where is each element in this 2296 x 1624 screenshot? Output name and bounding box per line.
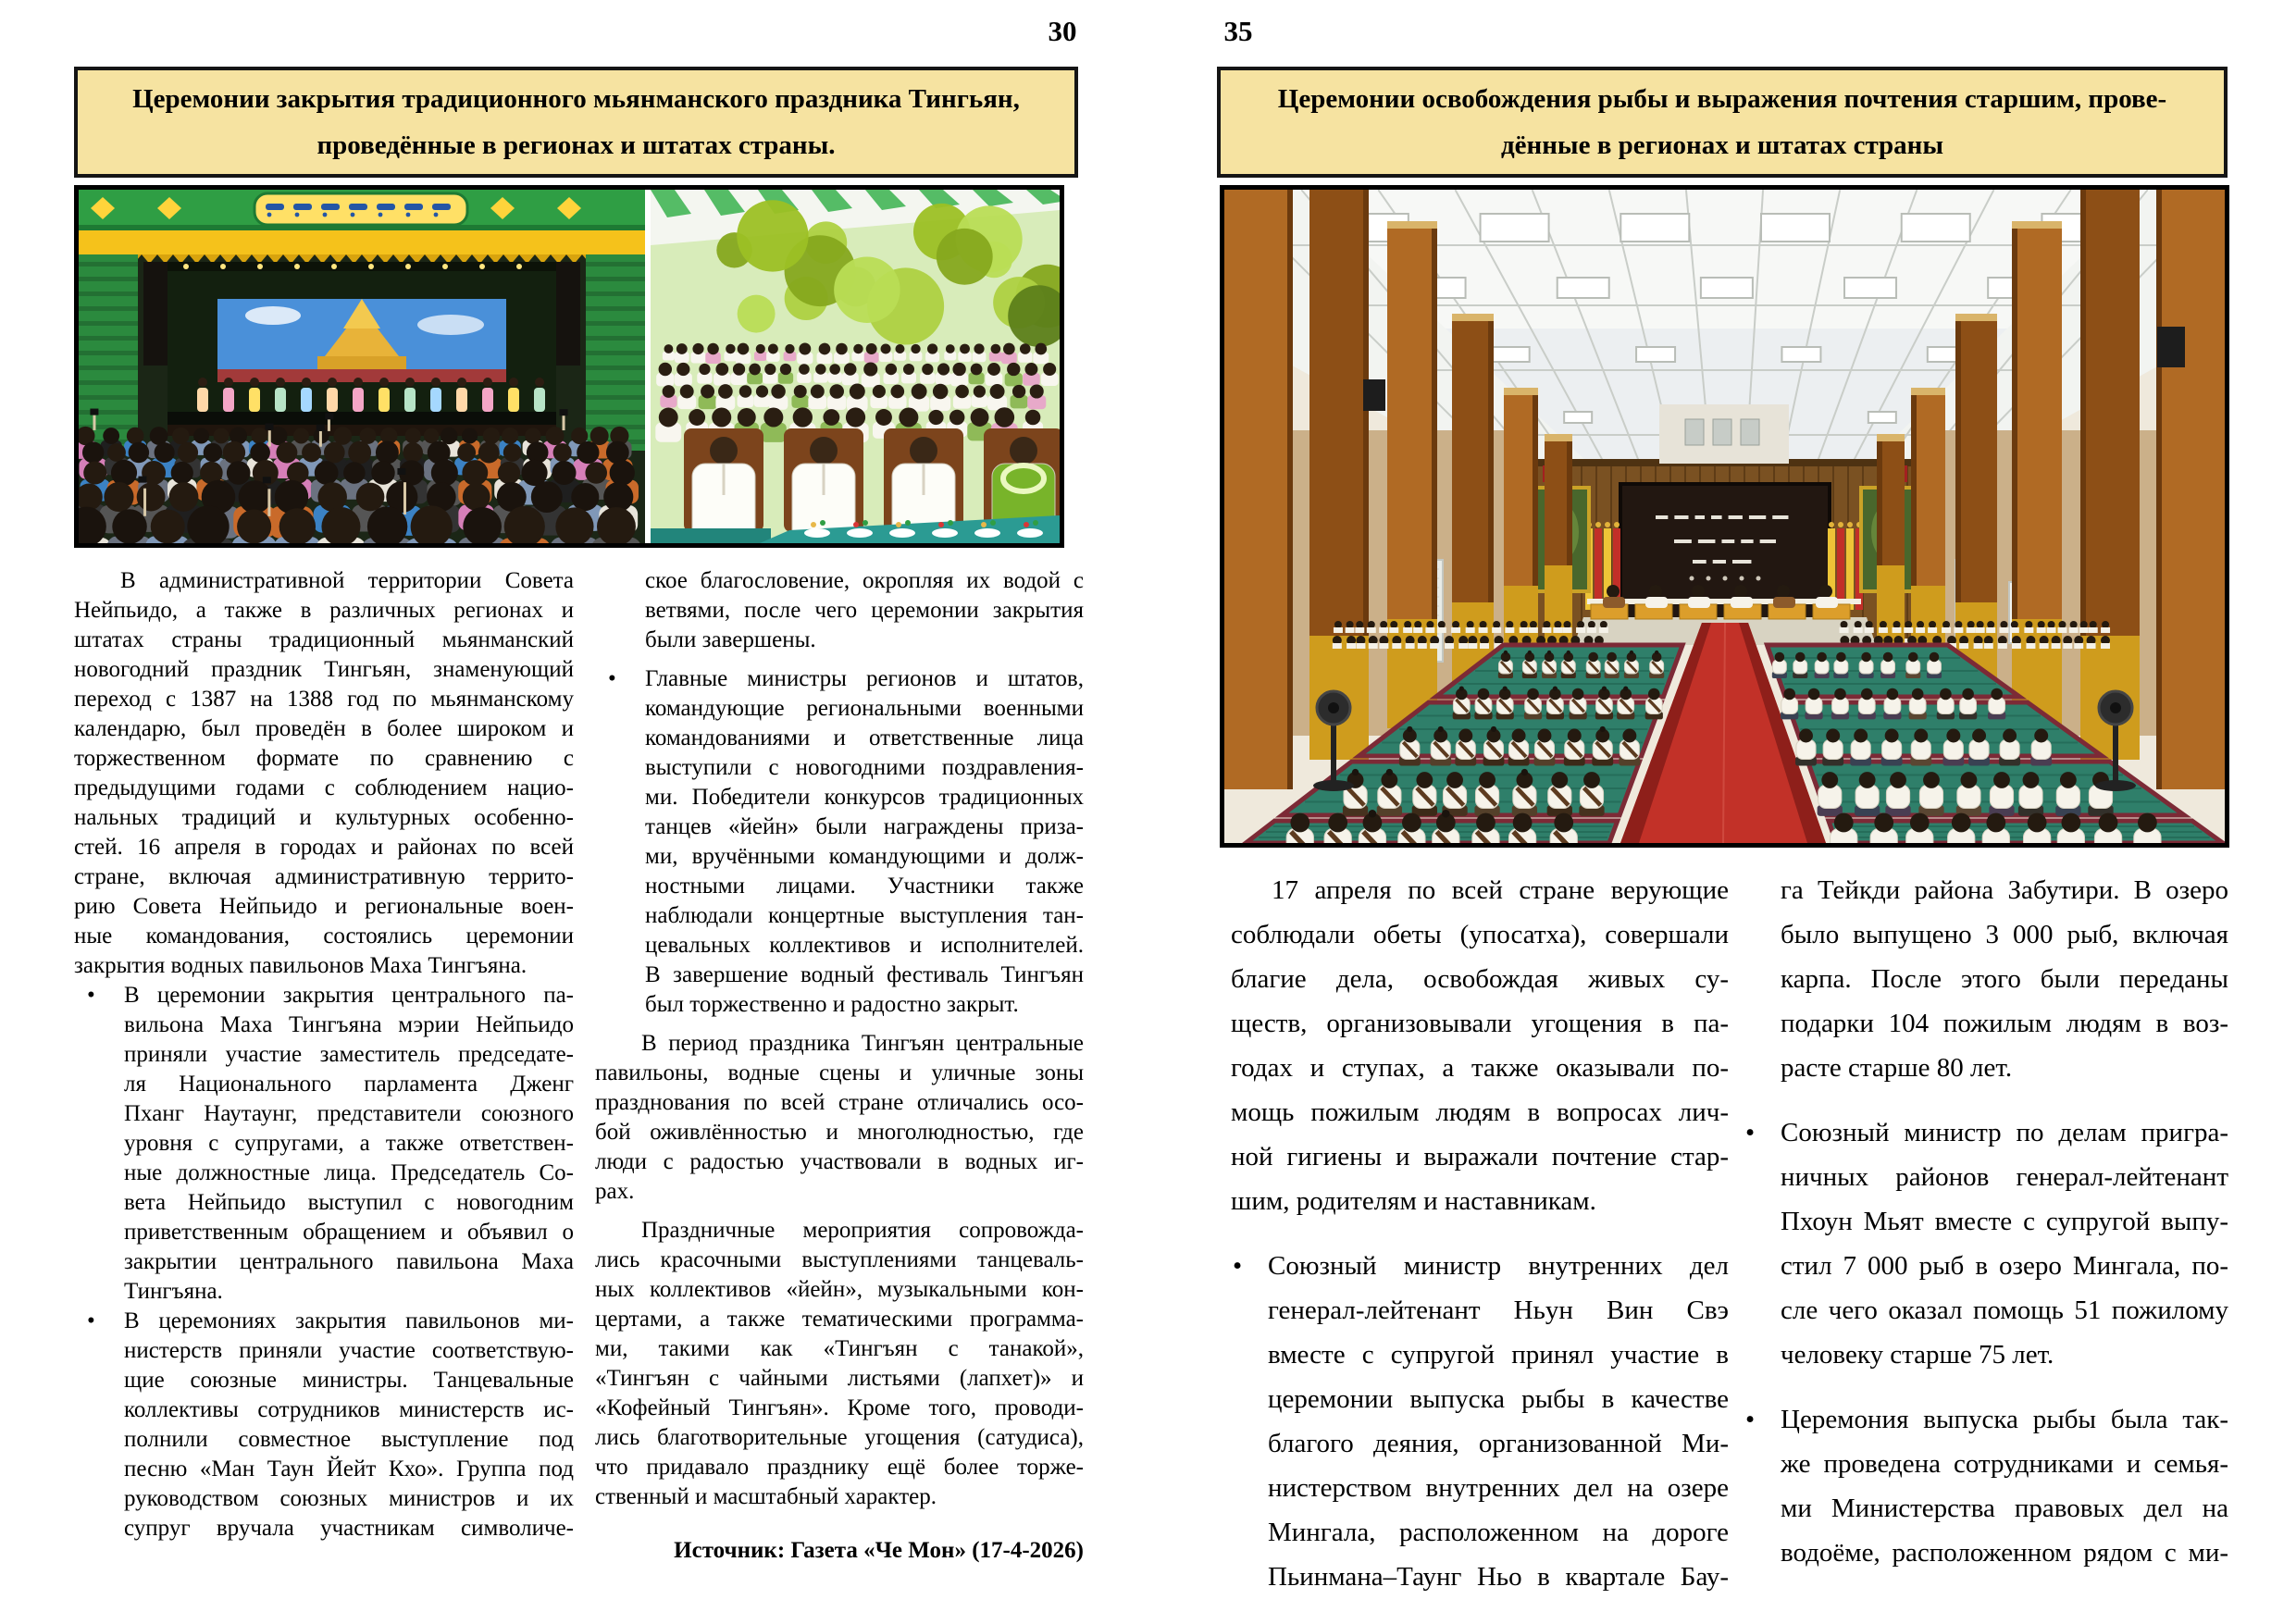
text-line: уровня с супругами, а также ответствен- — [124, 1131, 574, 1156]
title-line: Церемонии освобождения рыбы и выражения почтения старшим, прове- — [1277, 84, 2167, 114]
text-line: танцев «йейн» были награждены приза- — [645, 814, 1084, 839]
text-column — [1744, 868, 2228, 1575]
text-line: Пьинмана–Таунг Ньо в квартале Бау- — [1268, 1562, 1729, 1592]
page-number-left: 30 — [1048, 15, 1077, 47]
text-line: коллективы сотрудников министерств ис- — [124, 1397, 574, 1422]
text-line: • В церемониях закрытия павильонов ми- — [74, 1307, 574, 1336]
text-line: песню «Ман Таун Йейт Кхо». Группа под — [124, 1457, 574, 1481]
text-line: Тингъяна. — [124, 1279, 223, 1304]
text-line: • Союзный министр внутренних дел — [1231, 1244, 1729, 1288]
title-line: дённые в регионах и штатах страны — [1500, 130, 1944, 160]
text-line: генерал-лейтенант Ньун Вин Свэ — [1268, 1295, 1729, 1325]
text-line: шим, родителям и наставникам. — [1231, 1186, 1596, 1216]
title-line: проведённые в регионах и штатах страны. — [316, 130, 836, 160]
text-line: ничных районов генерал-лейтенант — [1781, 1162, 2228, 1192]
text-line: сле чего оказал помощь 51 пожилому — [1781, 1295, 2228, 1325]
text-line: руководством союзных министров и их — [124, 1486, 574, 1511]
text-line: наблюдали концертные выступления тан- — [645, 903, 1084, 928]
hall-photo-illustration — [1224, 190, 2225, 843]
text-line: Нейпьидо, а также в различных регионах и — [74, 598, 574, 623]
text-line: ское благословение, окропляя их водой с — [645, 568, 1084, 593]
text-line: В завершение водный фестиваль Тингъян — [645, 962, 1084, 987]
text-line: был торжественно и радостно закрыт. — [645, 992, 1019, 1017]
text-line: стране, включая административную террито- — [74, 864, 574, 889]
text-line: 17 апреля по всей стране верующие — [1272, 875, 1729, 905]
text-line: стил 7 000 рыб в озеро Мингала, по- — [1781, 1251, 2228, 1281]
text-line: карпа. После этого были переданы — [1781, 964, 2228, 994]
text-line: празднования по всей стране отличались осо- — [595, 1090, 1084, 1115]
text-line: люди с радостью участвовали в водных иг- — [595, 1149, 1084, 1174]
text-line: церемонии выпуска рыбы в качестве — [1268, 1384, 1729, 1414]
text-line: выступили с новогодними поздравления- — [645, 755, 1084, 780]
text-line: вместе с супругой принял участие в — [1268, 1340, 1729, 1370]
text-line: ми. Победители конкурсов традиционных — [645, 785, 1084, 810]
title-line: Церемонии закрытия традиционного мьянманского праздника Тингьян, — [132, 84, 1020, 114]
text-line: что придавало празднику ещё более торже- — [595, 1455, 1084, 1480]
article-title-left — [74, 67, 1078, 178]
text-line: • Союзный министр по делам пригра- — [1744, 1110, 2228, 1155]
text-line: ные должностные лица. Председатель Со- — [124, 1160, 574, 1185]
text-line: ственный и масштабный характер. — [595, 1484, 937, 1509]
text-line: рию Совета Нейпьидо и региональные воен- — [74, 894, 574, 919]
text-line: человеку старше 75 лет. — [1781, 1340, 2054, 1370]
text-line: нальных традиций и культурных особенно- — [74, 805, 574, 830]
text-line: ной гигиены и выражали почтение стар- — [1231, 1142, 1729, 1172]
text-line: лись красочными выступлениями танцеваль- — [595, 1247, 1084, 1272]
text-line: предыдущими годами с соблюдением нацио- — [74, 775, 574, 800]
text-line: ветвями, после чего церемонии закрытия — [645, 598, 1084, 623]
text-line: га Тейкди района Забутири. В озеро — [1781, 875, 2228, 905]
text-line: нистерств приняли участие соответствую- — [124, 1338, 574, 1363]
text-line: приняли участие заместитель председате- — [124, 1042, 574, 1067]
text-line: соблюдали обеты (упосатха), совершали — [1231, 920, 1729, 949]
text-line: В период праздника Тингъян центральные — [641, 1031, 1084, 1056]
text-line: ми, вручёнными командующими и долж- — [645, 844, 1084, 869]
text-column — [595, 566, 1084, 1566]
text-line: командованиями и ответственные лица — [645, 725, 1084, 750]
text-line: «Кофейный Тингъян». Кроме того, проводи- — [595, 1395, 1084, 1420]
text-line: лись благотворительные угощения (сатудиса), — [595, 1425, 1084, 1450]
text-line: полнили совместное выступление под — [124, 1427, 574, 1452]
text-line: переход с 1387 на 1388 год по мьянманскому — [74, 687, 574, 712]
text-line: • Церемония выпуска рыбы была так- — [1744, 1397, 2228, 1442]
photo-tingyan-closing — [74, 185, 1064, 548]
text-line: павильоны, водные сцены и уличные зоны — [595, 1060, 1084, 1085]
text-line: Праздничные мероприятия сопровожда- — [641, 1218, 1084, 1243]
text-line: «Тингъян с чайными листьями (лапхет)» и — [595, 1366, 1084, 1391]
text-line: вета Нейпьидо выступил с новогодним — [124, 1190, 574, 1215]
text-line: Пханг Наутаунг, представители союзного — [124, 1101, 574, 1126]
text-line: супруг вручала участникам символиче- — [124, 1516, 574, 1541]
text-line: торжественном формате по сравнению с — [74, 746, 574, 771]
text-line: вильона Маха Тингъяна мэрии Нейпьидо — [124, 1012, 574, 1037]
text-line: командующие региональными военными — [645, 696, 1084, 721]
text-line: были завершены. — [645, 627, 816, 652]
text-line: мощь пожилым людям в вопросах лич- — [1231, 1097, 1729, 1127]
text-line: Мингала, расположенном на дороге — [1268, 1518, 1729, 1547]
text-line: благого деяния, организованной Ми- — [1268, 1429, 1729, 1458]
text-line: цевальных коллективов и исполнителей. — [645, 933, 1084, 958]
text-line: приветственным обращением и объявил о — [124, 1220, 574, 1245]
text-line: благие дела, освобождая живых су- — [1231, 964, 1729, 994]
text-line: ля Национального парламента Дженг — [124, 1072, 574, 1097]
page-number-right: 35 — [1223, 15, 1253, 47]
text-line: подарки 104 пожилым людям в воз- — [1781, 1009, 2228, 1038]
text-line: штатах страны традиционный мьянманский — [74, 627, 574, 652]
text-line: же проведена сотрудниками и семья- — [1781, 1449, 2228, 1479]
text-line: закрытии центрального павильона Маха — [124, 1249, 574, 1274]
text-line: было выпущено 3 000 рыб, включая — [1781, 920, 2228, 949]
text-line: рах. — [595, 1179, 635, 1204]
source-credit: Источник: Газета «Че Мон» (17-4-2026) — [674, 1538, 1084, 1563]
text-column — [74, 566, 574, 1543]
text-line: • В церемонии закрытия центрального па- — [74, 981, 574, 1010]
text-line: расте старше 80 лет. — [1781, 1053, 2013, 1083]
text-line: нистерством внутренних дел на озере — [1268, 1473, 1729, 1503]
text-line: стей. 16 апреля в городах и районах по всей — [74, 835, 574, 860]
article-title-right — [1217, 67, 2228, 178]
text-line: ми, такими как «Тингъян с танакой», — [595, 1336, 1084, 1361]
text-line: ностными лицами. Участники также — [645, 874, 1084, 899]
text-line: бой оживлённостью и многолюдностью, где — [595, 1120, 1084, 1145]
text-line: В административной территории Совета — [120, 568, 574, 593]
text-line: закрытия водных павильонов Маха Тингъяна. — [74, 953, 527, 978]
text-line: новогодний праздник Тингьян, знаменующий — [74, 657, 574, 682]
text-line: ные командования, состоялись церемонии — [74, 924, 574, 948]
photo-fish-release-hall — [1220, 185, 2229, 848]
text-line: водоёме, расположенном рядом с ми- — [1781, 1538, 2228, 1568]
stage-and-audience-photo-illustration — [79, 190, 1060, 543]
text-line: ществ, организовывали угощения в па- — [1231, 1009, 1729, 1038]
text-line: годах и ступах, а также оказывали по- — [1231, 1053, 1729, 1083]
text-line: ных коллективов «йейн», музыкальными кон- — [595, 1277, 1084, 1302]
text-line: Пхоун Мьят вместе с супругой выпу- — [1781, 1207, 2228, 1236]
text-column — [1231, 868, 1729, 1599]
text-line: • Главные министры регионов и штатов, — [595, 664, 1084, 694]
text-line: цертами, а также тематическими программа- — [595, 1307, 1084, 1332]
text-line: щие союзные министры. Танцевальные — [124, 1368, 574, 1393]
text-line: календарю, был проведён в более широком и — [74, 716, 574, 741]
text-line: ми Министерства правовых дел на — [1781, 1494, 2228, 1523]
